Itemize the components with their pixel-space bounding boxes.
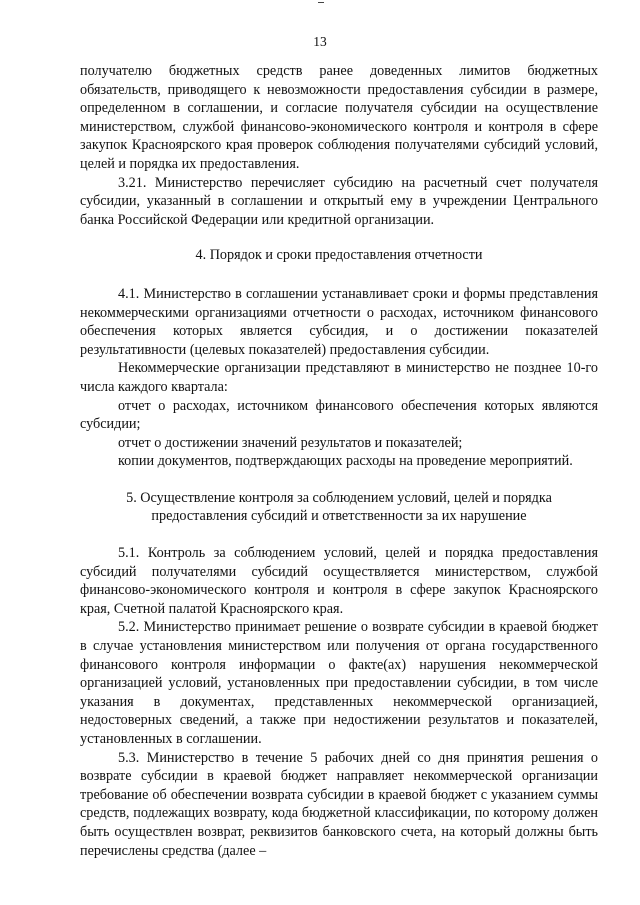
paragraph-5-2: 5.2. Министерство принимает решение о возврате субсидии в краевой бюджет в случае установления министерством или получения от органа государственного финансового контроля информации о факте(ах) нарушения некоммерческой организацией условий, установленных при предоставлении субсидии, в том числе указания в документах, представленных некоммерческой организацией, недостоверных сведений, а также при недостижении результатов и показателей, установленных в соглашении. [80,619,598,747]
paragraph-4-1: 4.1. Министерство в соглашении устанавливает сроки и формы представления некоммерческими организациями отчетности о расходах, источником финансового обеспечения которых является субсидия, и о достижении показателей результативности (целевых показателей) предоставления субсидии. [80,285,598,358]
list-item-document-copies: копии документов, подтверждающих расходы на проведение мероприятий. [118,453,573,470]
paragraph-5-3: 5.3. Министерство в течение 5 рабочих дней со дня принятия решения о возврате субсидии в краевой бюджет направляет некоммерческой организации требование об обеспечении возврата субсидии в краевой бюджет с указанием суммы средств, подлежащих возврату, кода бюджетной классификации, по которому должен быть осуществлен возврат, реквизитов банковского счета, на который должны быть перечислены средства (далее – [80,749,598,859]
paragraph-continuation: получателю бюджетных средств ранее доведенных лимитов бюджетных обязательств, приводящего к невозможности предоставления субсидии в размере, определенном в соглашении, и согласие получателя субсидии на осуществление министерством, службой финансово-экономического контроля и контроля в сфере закупок Красноярского края проверок соблюдения получателями субсидий условий, целей и порядка их предоставления. [80,63,598,172]
scan-mark [318,2,324,3]
section-5-heading-line-2: предоставления субсидий и ответственности за их нарушение [151,508,527,525]
section-5-heading [80,489,598,526]
section-5-heading-line-1: 5. Осуществление контроля за соблюдением условий, целей и порядка [126,489,552,506]
list-item-results-report: отчет о достижении значений результатов и показателей; [118,434,463,451]
page-number: 13 [313,34,327,49]
section-4-heading: 4. Порядок и сроки предоставления отчетности [195,247,483,264]
paragraph-reporting-deadline: Некоммерческие организации представляют в министерство не позднее 10-го числа каждого квартала: [80,360,598,395]
document-body [80,62,598,860]
paragraph-5-1: 5.1. Контроль за соблюдением условий, целей и порядка предоставления субсидий получателями субсидий осуществляется министерством, службой финансово-экономического контроля и контроля в сфере закупок Красноярского края, Счетной палатой Красноярского края. [80,545,598,617]
paragraph-3-21: 3.21. Министерство перечисляет субсидию на расчетный счет получателя субсидии, указанный в соглашении и открытый ему в учреждении Центрального банка Российской Федерации или кредитной организации. [80,174,598,228]
list-item-expense-report: отчет о расходах, источником финансового обеспечения которых являются субсидии; [80,397,598,433]
